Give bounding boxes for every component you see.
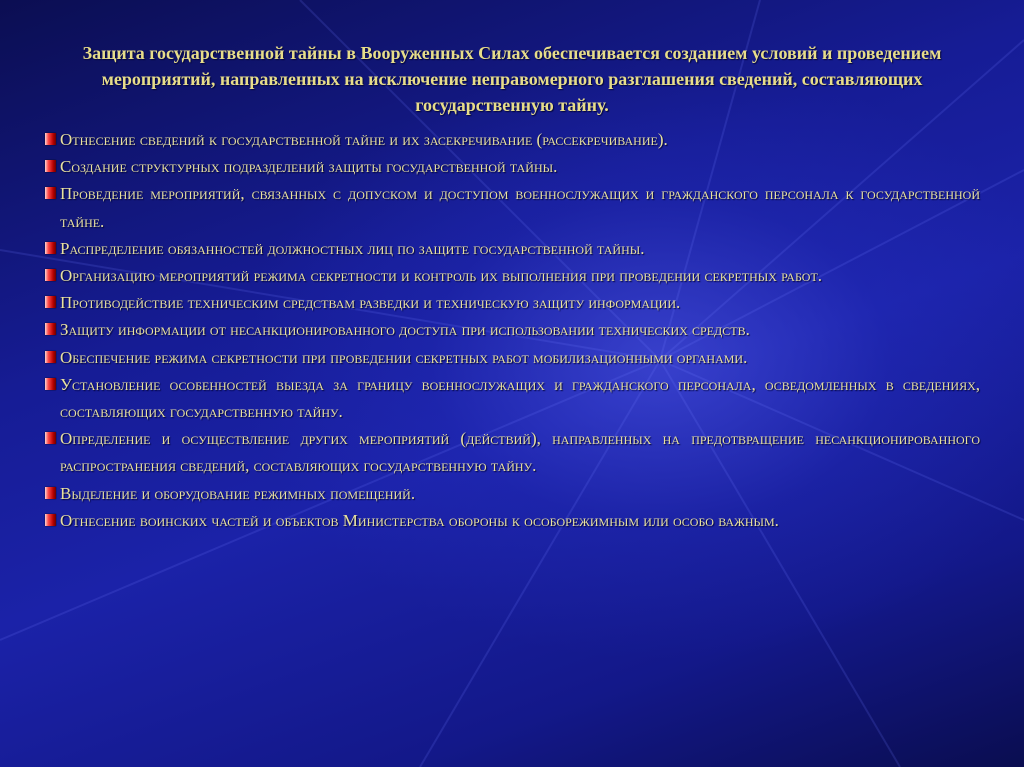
list-item (44, 126, 980, 153)
square-bullet-icon (45, 351, 56, 363)
list-item (44, 316, 980, 343)
square-bullet-icon (45, 269, 56, 281)
square-bullet-icon (45, 296, 56, 308)
bullet-list (44, 126, 980, 534)
square-bullet-icon (45, 323, 56, 335)
list-item (44, 344, 980, 371)
list-item (44, 480, 980, 507)
square-bullet-icon (45, 487, 56, 499)
list-item (44, 235, 980, 262)
square-bullet-icon (45, 378, 56, 390)
list-item-text: Определение и осуществление других мероприятий (действий), направленных на предотвращение несанкционированного распространения сведений, составляющих государственную тайну. (60, 429, 980, 476)
list-item (44, 153, 980, 180)
list-item-text: Выделение и оборудование режимных помещений. (60, 483, 416, 503)
square-bullet-icon (45, 432, 56, 444)
list-item-text: Обеспечение режима секретности при проведении секретных работ мобилизационными органами. (60, 347, 748, 367)
list-item-text: Отнесение сведений к государственной тайне и их засекречивание (рассекречивание). (60, 130, 668, 149)
list-item-text: Организацию мероприятий режима секретности и контроль их выполнения при проведении секретных работ. (60, 266, 823, 286)
square-bullet-icon (45, 242, 56, 254)
list-item-text: Защиту информации от несанкционированного доступа при использовании технических средств. (60, 320, 750, 340)
list-item-text: Создание структурных подразделений защиты государственной тайны. (60, 157, 558, 177)
list-item (44, 180, 980, 234)
square-bullet-icon (45, 160, 56, 172)
list-item-text: Противодействие техническим средствам разведки и техническую защиту информации. (60, 293, 681, 313)
list-item-text: Проведение мероприятий, связанных с допуском и доступом военнослужащих и гражданского персонала к государственной тайне. (60, 184, 980, 231)
list-item (44, 289, 980, 316)
list-item (44, 507, 980, 534)
slide-title: Защита государственной тайны в Вооруженных Силах обеспечивается созданием условий и проведением мероприятий, направленных на исключение неправомерного разглашения сведений, составляющих государственную тайну. (82, 43, 942, 115)
list-item-text: Распределение обязанностей должностных лиц по защите государственной тайны. (60, 238, 645, 258)
list-item (44, 262, 980, 289)
list-item-text: Отнесение воинских частей и объектов Министерства обороны к особорежимным или особо важным. (60, 510, 779, 530)
square-bullet-icon (45, 187, 56, 199)
square-bullet-icon (45, 133, 56, 145)
list-item (44, 425, 980, 479)
square-bullet-icon (45, 514, 56, 526)
list-item (44, 371, 980, 425)
list-item-text: Установление особенностей выезда за границу военнослужащих и гражданского персонала, осведомленных в сведениях, составляющих государственную тайну. (60, 374, 980, 422)
